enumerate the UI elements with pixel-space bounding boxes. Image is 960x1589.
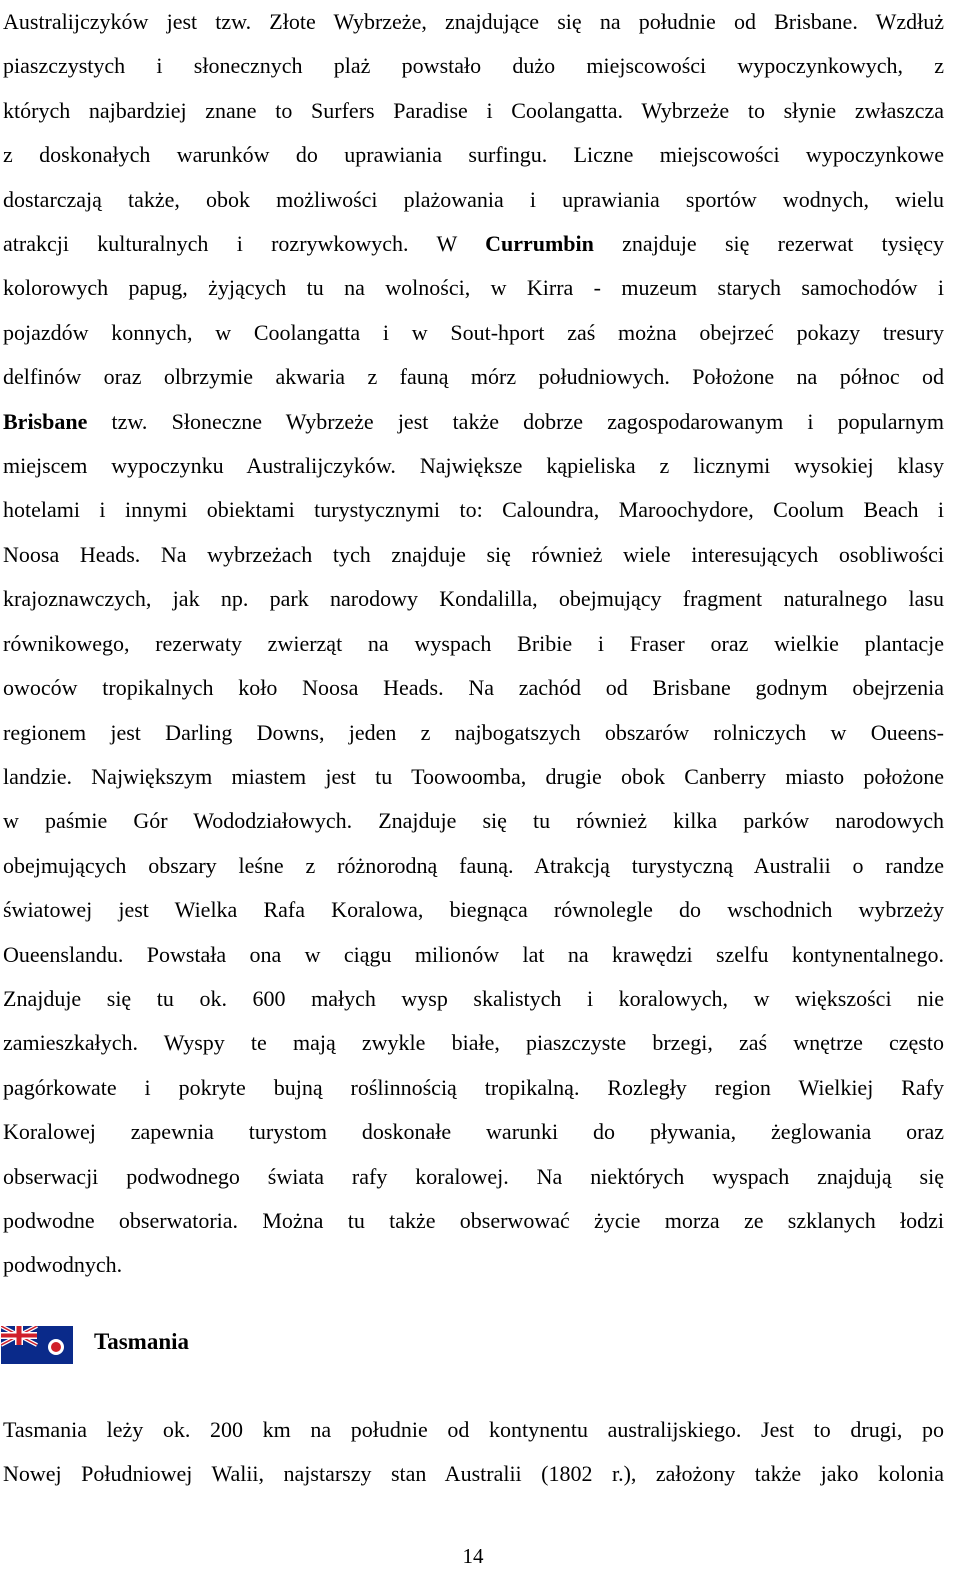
- text-line: pagórkowate i pokryte bujną roślinnością tropikalną. Rozległy region Wielkiej Rafy: [3, 1074, 944, 1100]
- text-line: Nowej Południowej Walii, najstarszy stan Australii (1802 r.), założony także jako kolonia: [3, 1461, 944, 1487]
- text-line: kolorowych papug, żyjących tu na wolności, w Kirra - muzeum starych samochodów i: [3, 275, 944, 301]
- page-number: 14: [462, 1544, 484, 1568]
- text-line: obejmujących obszary leśne z różnorodną fauną. Atrakcją turystyczną Australii o randze: [3, 852, 944, 878]
- text-line: w paśmie Gór Wododziałowych. Znajduje się tu również kilka parków narodowych: [3, 808, 944, 834]
- text-line: Oueenslandu. Powstała ona w ciągu milionów lat na krawędzi szelfu kontynentalnego.: [3, 941, 944, 967]
- text-line: Noosa Heads. Na wybrzeżach tych znajduje się również wiele interesujących osobliwości: [3, 541, 944, 567]
- text-line: Tasmania leży ok. 200 km na południe od kontynentu australijskiego. Jest to drugi, po: [3, 1417, 944, 1442]
- section-title: Tasmania: [94, 1329, 190, 1354]
- text-run: tzw. Słoneczne Wybrzeże jest także dobrze zagospodarowanym i popularnym: [87, 408, 944, 434]
- text-line: podwodne obserwatoria. Można tu także obserwować życie morza ze szklanych łodzi: [3, 1207, 944, 1233]
- text-line: landzie. Największym miastem jest tu Toowoomba, drugie obok Canberry miasto położone: [3, 763, 944, 789]
- bold-place-name: Currumbin: [485, 231, 594, 257]
- text-line: Znajduje się tu ok. 600 małych wysp skalistych i koralowych, w większości nie: [3, 985, 944, 1011]
- text-line: owoców tropikalnych koło Noosa Heads. Na zachód od Brisbane godnym obejrzenia: [3, 675, 944, 701]
- text-line: regionem jest Darling Downs, jeden z najbogatszych obszarów rolniczych w Oueens-: [3, 719, 944, 745]
- text-line: z doskonałych warunków do uprawiania surfingu. Liczne miejscowości wypoczynkowe: [3, 142, 944, 168]
- gold-coast-paragraph: [3, 0, 944, 1288]
- text-line: delfinów oraz olbrzymie akwaria z fauną mórz południowych. Położone na północ od: [3, 364, 944, 390]
- tasmania-flag-icon: [1, 1326, 73, 1364]
- text-line: miejscem wypoczynku Australijczyków. Największe kąpieliska z licznymi wysokiej klasy: [3, 453, 944, 479]
- text-line: [3, 400, 944, 444]
- text-run: atrakcji kulturalnych i rozrywkowych. W: [3, 231, 486, 257]
- text-line: światowej jest Wielka Rafa Koralowa, biegnąca równolegle do wschodnich wybrzeży: [3, 897, 944, 923]
- text-line: zamieszkałych. Wyspy te mają zwykle białe, piaszczyste brzegi, zaś wnętrze często: [3, 1030, 944, 1056]
- text-line: Australijczyków jest tzw. Złote Wybrzeże, znajdujące się na południe od Brisbane. Wzdłuż: [3, 9, 944, 34]
- section-heading-tasmania: [0, 1320, 189, 1366]
- text-line: których najbardziej znane to Surfers Paradise i Coolangatta. Wybrzeże to słynie zwłaszcza: [3, 97, 944, 123]
- text-line: równikowego, rezerwaty zwierząt na wyspach Bribie i Fraser oraz wielkie plantacje: [3, 630, 944, 656]
- text-line: dostarczają także, obok możliwości plażowania i uprawiania sportów wodnych, wielu: [3, 186, 944, 212]
- text-line: pojazdów konnych, w Coolangatta i w Sout-hport zaś można obejrzeć pokazy tresury: [3, 319, 944, 345]
- text-line: Koralowej zapewnia turystom doskonałe warunki do pływania, żeglowania oraz: [3, 1119, 944, 1145]
- bold-place-name: Brisbane: [3, 408, 88, 434]
- text-run: znajduje się rezerwat tysięcy: [593, 231, 944, 257]
- text-line: obserwacji podwodnego świata rafy koralowej. Na niektórych wyspach znajdują się: [3, 1163, 944, 1189]
- text-line: hotelami i innymi obiektami turystycznymi to: Caloundra, Maroochydore, Coolum Beach i: [3, 497, 944, 523]
- tasmania-paragraph: [3, 1408, 944, 1497]
- text-line: podwodnych.: [3, 1252, 123, 1278]
- text-line: krajoznawczych, jak np. park narodowy Kondalilla, obejmujący fragment naturalnego lasu: [3, 586, 944, 612]
- text-line: [3, 222, 944, 266]
- text-line: piaszczystych i słonecznych plaż powstało dużo miejscowości wypoczynkowych, z: [3, 53, 944, 79]
